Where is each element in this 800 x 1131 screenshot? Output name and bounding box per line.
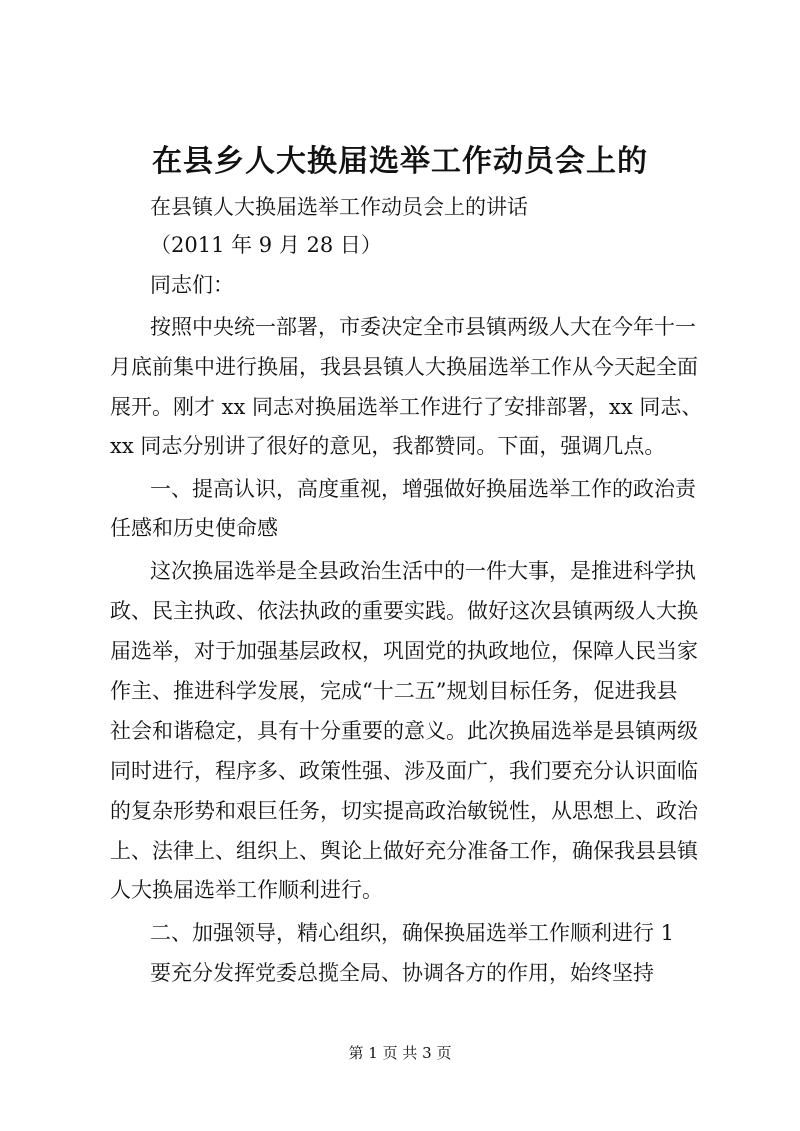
subtitle-line: 在县镇人大换届选举工作动员会上的讲话 [150, 195, 528, 219]
section-heading-line: 任感和历史使命感 [110, 516, 278, 540]
body-line: 月底前集中进行换届，我县县镇人大换届选举工作从今天起全面 [110, 355, 698, 379]
body-line: 政、民主执政、依法执政的重要实践。做好这次县镇两级人大换 [110, 599, 698, 623]
body-line: 的复杂形势和艰巨任务，切实提高政治敏锐性，从思想上、政治 [110, 799, 698, 823]
body-line: xx 同志分别讲了很好的意见，我都赞同。下面，强调几点。 [110, 434, 666, 458]
section-heading-line: 二、加强领导，精心组织，确保换届选举工作顺利进行 1 [150, 921, 675, 945]
body-line: 这次换届选举是全县政治生活中的一件大事，是推进科学执 [150, 559, 696, 583]
body-line: 展开。刚才 xx 同志对换届选举工作进行了安排部署，xx 同志、 [110, 395, 703, 419]
body-line: 届选举，对于加强基层政权，巩固党的执政地位，保障人民当家 [110, 639, 698, 663]
date-line: （2011 年 9 月 28 日） [150, 233, 382, 257]
section-heading-line: 一、提高认识，高度重视，增强做好换届选举工作的政治责 [150, 477, 696, 501]
body-line: 社会和谐稳定，具有十分重要的意义。此次换届选举是县镇两级 [110, 719, 698, 743]
body-line: 人大换届选举工作顺利进行。 [110, 878, 383, 902]
body-line: 同时进行，程序多、政策性强、涉及面广，我们要充分认识面临 [110, 759, 698, 783]
body-line: 要充分发挥党委总揽全局、协调各方的作用，始终坚持 [150, 961, 654, 985]
document-title: 在县乡人大换届选举工作动员会上的 [152, 144, 648, 179]
salutation-line: 同志们： [150, 273, 234, 297]
page-number-footer: 第 1 页 共 3 页 [348, 1044, 452, 1062]
body-line: 作主、推进科学发展，完成“十二五”规划目标任务，促进我县 [110, 679, 678, 703]
body-line: 上、法律上、组织上、舆论上做好充分准备工作，确保我县县镇 [110, 839, 698, 863]
body-line: 按照中央统一部署，市委决定全市县镇两级人大在今年十一 [150, 315, 696, 339]
